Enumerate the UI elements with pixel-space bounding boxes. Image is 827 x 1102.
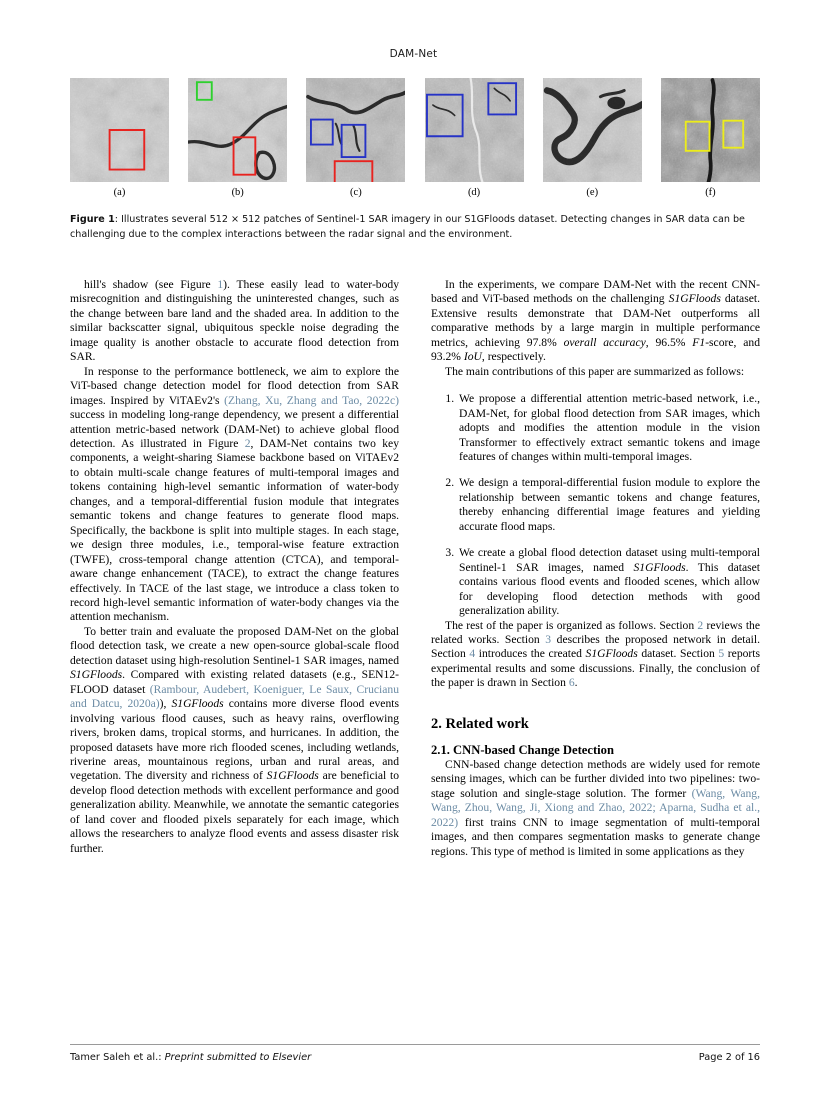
contribution-item [457, 546, 760, 618]
sar-patch-image [661, 78, 760, 182]
text-run: To better train and evaluate the proposed DAM-Net on the global flood detection task, we create a new open-source global-scale flood detection dataset using high-resolution Sentinel-1 SAR images, named [70, 624, 399, 667]
text-run: are beneficial to develop flood detection methods with excellent performance and good generalization ability. Meanwhile, we annotate the semantic categories of land cover and flooded pixels separately for each image, which allows the researchers to analyze flood events and assess disaster risk further. [70, 769, 399, 855]
figure-panel-label: (c) [350, 187, 362, 198]
text-run: ). These easily lead to water-body misrecognition and distinguishing the uninterested changes, such as the change between bare land and the shaded area. In addition to the similar backscatter signal, ubiquitous speckle noise degrading the image quality is another obstacle to accurate flood detection from SAR. [70, 278, 399, 364]
text-run: reviews the related works. Section [431, 618, 760, 646]
figure-1 [70, 78, 760, 198]
text-run: -score, and 93.2% [431, 335, 760, 364]
text-run: . This dataset contains various flood events and flooded scenes, which allow for developing flood detection methods with good generalization ability. [459, 560, 760, 618]
sar-patch-image [543, 78, 642, 182]
paragraph-dataset [70, 625, 399, 856]
figure-caption-text: : Illustrates several 512 × 512 patches of Sentinel-1 SAR imagery in our S1GFloods dataset. Detecting changes in SAR data can be challenging due to the complex interactions between the radar signal and the environment. [70, 214, 745, 240]
figure-panel-label: (d) [467, 187, 481, 198]
contribution-item: 2. We design a temporal-differential fusion module to explore the relationship between semantic tokens and change features, thereby enhancing differential image features and yielding accurate flood maps. [457, 476, 760, 534]
subsection-heading-cnn-based: 2.1. CNN-based Change Detection [431, 742, 614, 757]
figure-panel-label: (a) [113, 187, 126, 198]
citation-wang[interactable]: (Wang, Wang, Wang, Zhou, Wang, Ji, Xiong and Zhao, 2022; Aparna, Sudha et al., 2022) [431, 786, 760, 829]
sar-patch-image [306, 78, 405, 182]
paragraph-shadow [70, 278, 399, 365]
text-run: dataset. Section [637, 647, 719, 661]
metric-iou: IoU [463, 350, 482, 364]
sar-patch-image [425, 78, 524, 182]
footer-divider [70, 1044, 760, 1045]
figure-panel-b [188, 78, 287, 198]
section-heading-related-work: 2. Related work [431, 715, 529, 732]
figure-panel-c [306, 78, 405, 198]
sar-patch-image [188, 78, 287, 182]
right-column [431, 278, 760, 1028]
figure-panel-d [425, 78, 524, 198]
left-column [70, 278, 399, 1028]
section-ref-4[interactable]: 4 [469, 647, 476, 661]
footer-page-number: Page 2 of 16 [698, 1052, 760, 1063]
text-run: contains more diverse flood events involving various flood causes, such as heavy rains, overflowing rivers, broken dams, tropical storms, and hurricanes. In addition, the proposed datasets have more rich flooded scenes, including wetlands, riverine areas, mountainous regions, urban and rural areas, and vegetation. The diversity and richness of [70, 697, 399, 783]
metric-overall-accuracy: overall accuracy [563, 335, 646, 349]
dataset-name: S1GFloods [70, 668, 123, 682]
text-run: . Compared with existing related datasets (e.g., SEN12-FLOOD dataset [70, 668, 399, 696]
contribution-item: 1. We propose a differential attention metric-based network, i.e., DAM-Net, for global flood detection from SAR images, which adopts and modifies the attention module in the vision Transformer to effectively extract semantic tokens and image features of changes within multi-temporal images. [457, 392, 760, 464]
text-run: reports experimental results and some discussions. Finally, the conclusion of the paper is drawn in Section [431, 647, 761, 690]
text-run: The main contributions of this paper are summarized as follows: [445, 364, 745, 378]
sar-patch-image [70, 78, 169, 182]
section-ref-5[interactable]: 5 [718, 647, 725, 661]
dataset-name: S1GFloods [668, 292, 721, 306]
dataset-name: S1GFloods [266, 769, 319, 783]
dataset-name: S1GFloods [171, 697, 224, 711]
figure-reference-2[interactable]: 2 [244, 436, 251, 450]
paragraph-response [70, 365, 399, 625]
figure-panel-f [661, 78, 760, 198]
text-run: , DAM-Net contains two key components, a weight-sharing Siamese backbone based on ViTAEv2 to obtain multi-scale change features of multi-temporal images and tokens containing high-level semantic information of water-body changes, and a temporal-differential fusion module that integrates semantic tokens and change features to generate flood maps. Specifically, the backbone is split into multiple stages. In each stage, we design three modules, i.e., temporal-wise feature extraction (TWFE), cross-temporal change attention (CTCA), and temporal-aware change enhancement (TACE), to extract the change features effectively. In TACE of the last stage, we introduce a class token to record high-level semantic information of water-body changes via the attention mechanism. [70, 436, 400, 624]
text-run: . [574, 676, 578, 690]
figure-panel-a [70, 78, 169, 198]
text-run: describes the proposed network in detail. Section [431, 632, 760, 661]
citation-rambour[interactable]: (Rambour, Audebert, Koeniguer, Le Saux, Crucianu and Datcu, 2020a) [70, 682, 399, 711]
metric-f1: F1 [692, 335, 706, 349]
citation-zhang[interactable]: (Zhang, Xu, Zhang and Tao, 2022c) [224, 393, 399, 407]
section-ref-2[interactable]: 2 [697, 618, 704, 632]
footer-preprint-note: Preprint submitted to Elsevier [164, 1052, 312, 1063]
text-run: dataset. Extensive results demonstrate that DAM-Net outperforms all comparative methods by a large margin in multiple performance metrics, achieving 97.8% [431, 292, 760, 349]
figure-panel-row [70, 78, 760, 198]
figure-panel-e [543, 78, 642, 198]
contributions-list [431, 392, 760, 618]
body-columns [70, 278, 760, 1028]
text-run: The rest of the paper is organized as follows. Section [445, 618, 698, 632]
page-footer [70, 1052, 760, 1063]
paragraph-outline [431, 619, 760, 691]
section-ref-3[interactable]: 3 [545, 632, 552, 646]
text-run: We create a global flood detection dataset using multi-temporal Sentinel-1 SAR images, named [459, 546, 760, 574]
footer-authors: Tamer Saleh et al.: [70, 1052, 162, 1063]
dataset-name: S1GFloods [633, 560, 686, 574]
figure-panel-label: (b) [231, 187, 244, 198]
paragraph-cnn-based [431, 758, 760, 859]
figure-reference[interactable]: 1 [217, 278, 224, 291]
text-run: , respectively. [481, 350, 546, 364]
text-run: CNN-based change detection methods are widely used for remote sensing images, which can be further divided into two pipelines: two-stage solution and single-stage solution. The former [431, 757, 760, 800]
paragraph-experiments [431, 278, 760, 365]
text-run: success in modeling long-range dependency, we present a differential attention metric-based network (DAM-Net) to achieve global flood detection. As illustrated in Figure [70, 408, 399, 450]
text-run: first trains CNN to image segmentation of multi-temporal images, and then compares segmentation masks to generate change regions. This type of method is limited in some applications as they [431, 815, 760, 858]
section-ref-6[interactable]: 6 [568, 676, 575, 690]
text-run: ), [159, 697, 172, 711]
dataset-name: S1GFloods [585, 647, 638, 661]
figure-caption-label: Figure 1 [70, 214, 115, 225]
paragraph-contributions-intro [431, 365, 760, 379]
text-run: hill's shadow (see Figure [84, 278, 218, 291]
figure-caption [70, 213, 760, 242]
text-run: introduces the created [475, 647, 586, 661]
text-run: , 96.5% [645, 335, 693, 349]
footer-left [70, 1052, 311, 1063]
text-run: In the experiments, we compare DAM-Net with the recent CNN-based and ViT-based methods on the challenging [431, 278, 760, 306]
running-head: DAM-Net [389, 48, 438, 60]
figure-panel-label: (e) [586, 187, 599, 198]
text-run: In response to the performance bottleneck, we aim to explore the ViT-based change detection model for flood detection from SAR images. Inspired by ViTAEv2's [70, 364, 399, 407]
figure-panel-label: (f) [705, 187, 716, 198]
